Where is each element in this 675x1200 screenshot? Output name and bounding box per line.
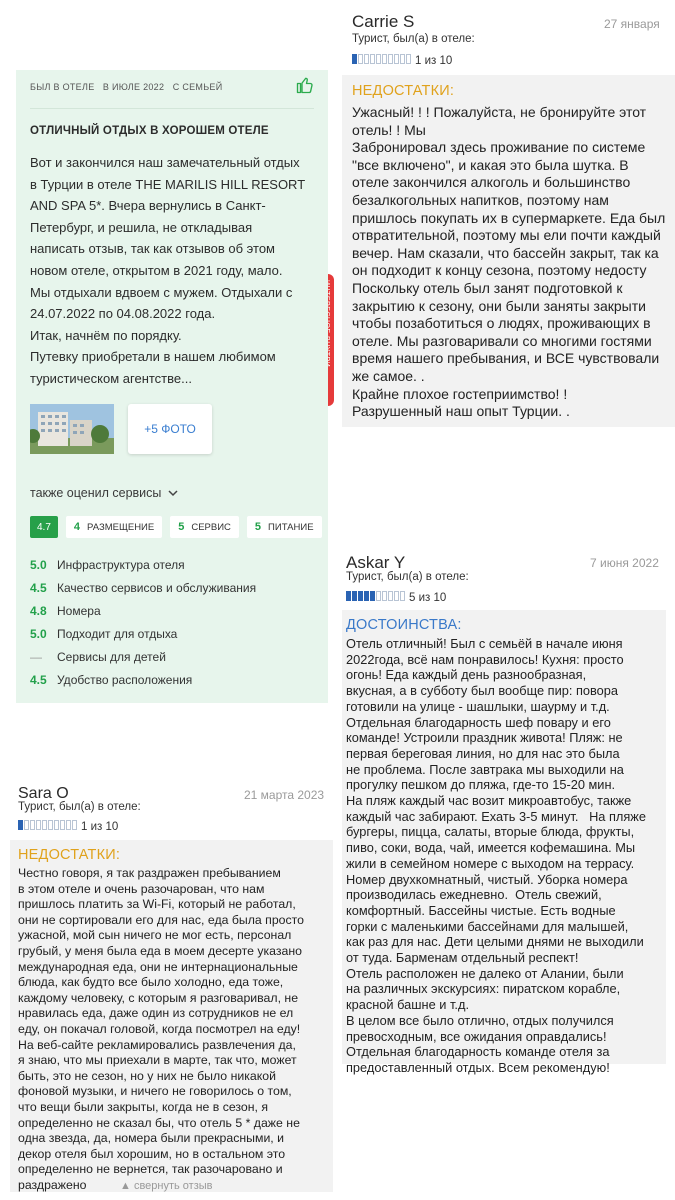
reviewer-subtitle: Турист, был(а) в отеле: (346, 571, 469, 583)
review-text: Ужасный! ! ! Пожалуйста, не бронируйте этот отель! ! Мы Забронировал здесь проживание по системе "все включено", и какая это была шутка. В отеле закончился алкоголь и большинство безалкогольных напитков, поэтому нам пришлось покупать их в супермаркете. Еда был отвратительной, поэтому мы ели почти каждый вечер. Нам сказали, что бассейн закрыт, так ка он подходит к концу сезона, поэтому недосту Поскольку отель был занят подготовкой к закрытию к сезону, они были заняты закрыти чтобы позаботиться о людях, проживающих в отеле. Мы разговаривали со многими гостями время нашего пребывания, и ВСЕ чувствовали же самое. . Крайне плохое гостеприимство! ! Разрушенный наш опыт Турции. . (352, 104, 666, 420)
review-meta (30, 82, 223, 92)
meta-stay: БЫЛ В ОТЕЛЕ (30, 82, 95, 92)
pros-heading: ДОСТОИНСТВА: (346, 617, 462, 633)
score-segment (370, 54, 375, 64)
score-segment (364, 591, 369, 601)
rating-row (30, 622, 256, 645)
rating-value: 4.5 (30, 580, 47, 595)
score-bar (352, 54, 452, 67)
meta-company: С СЕМЬЕЙ (172, 82, 223, 92)
hotel-photo[interactable] (30, 404, 114, 454)
rating-value: 5.0 (30, 557, 47, 572)
review-date: 7 июня 2022 (590, 556, 659, 570)
review-date: 21 марта 2023 (244, 788, 325, 802)
rating-row (30, 576, 256, 599)
score-segment (48, 820, 53, 830)
review-date: 27 января (604, 17, 660, 31)
chevron-down-icon (168, 489, 178, 497)
score-segment (346, 591, 351, 601)
review-body-box (342, 75, 675, 427)
score-label: 1 из 10 (81, 820, 119, 833)
score-segment (382, 54, 387, 64)
reviewer-name[interactable]: Sara O (18, 785, 69, 802)
score-segment (394, 54, 399, 64)
score-segment (66, 820, 71, 830)
score-segments (346, 591, 406, 604)
rating-chip-service (170, 516, 239, 538)
rating-label: Сервисы для детей (57, 649, 166, 664)
score-segment (376, 591, 381, 601)
overall-rating-chip: 4.7 (30, 516, 58, 538)
score-segment (382, 591, 387, 601)
score-segment (24, 820, 29, 830)
also-rated-label: также оценил сервисы (30, 486, 162, 500)
reviewer-name[interactable]: Carrie S (352, 12, 415, 31)
rating-label: Номера (57, 603, 101, 618)
rating-label: Подходит для отдыха (57, 626, 178, 641)
more-photos-button[interactable]: +5 ФОТО (128, 404, 212, 454)
chip-value: 4 (73, 521, 81, 533)
rating-chips (30, 516, 322, 538)
featured-review-card (16, 70, 328, 703)
service-ratings-list (30, 553, 256, 691)
score-segments (18, 820, 78, 833)
also-rated-toggle[interactable] (30, 486, 178, 500)
rating-row (30, 599, 256, 622)
rating-label: Качество сервисов и обслуживания (57, 580, 257, 595)
score-segment (388, 54, 393, 64)
rating-value: 4.8 (30, 603, 47, 618)
score-segment (406, 54, 411, 64)
rating-value: 4.5 (30, 672, 47, 687)
reviewer-subtitle: Турист, был(а) в отеле: (18, 801, 141, 813)
score-segment (72, 820, 77, 830)
review-body-box (342, 610, 666, 1075)
score-segment (376, 54, 381, 64)
chip-label: ПИТАНИЕ (268, 521, 314, 533)
score-label: 5 из 10 (409, 591, 447, 604)
rating-value: 5.0 (30, 626, 47, 641)
score-segment (60, 820, 65, 830)
rating-label: Удобство расположения (57, 672, 193, 687)
score-segment (364, 54, 369, 64)
cons-heading: НЕДОСТАТКИ: (352, 83, 455, 99)
score-segment (400, 54, 405, 64)
review-card-carrie (342, 8, 675, 428)
score-segment (388, 591, 393, 601)
score-bar (18, 820, 118, 833)
review-title[interactable]: ОТЛИЧНЫЙ ОТДЫХ В ХОРОШЕМ ОТЕЛЕ (30, 125, 269, 137)
review-text: Вот и закончился наш замечательный отдых в Турции в отеле THE MARILIS HILL RESORT AND SPA 5*. Вчера вернулись в Санкт- Петербург, и решила, не откладывая написать отзыв, так как отзывов об этом новом отеле, открытом в 2021 году, мало. Мы отдыхали вдвоем с мужем. Отдыхали с 24.07.2022 по 04.08.2022 года. Итак, начнём по порядку. Путевку приобретали в нашем любимом туристическом агентстве... (30, 155, 306, 386)
chip-value: 5 (178, 521, 185, 533)
meta-month: В ИЮЛЕ 2022 (102, 82, 165, 92)
score-segment (54, 820, 59, 830)
thumbs-up-icon[interactable] (296, 76, 314, 94)
review-text: Отель отличный! Был с семьёй в начале июня 2022года, всё нам понравилось! Кухня: просто огонь! Еда каждый день разнообразная, вкусная, а в субботу был вообще пир: повора готовили на улице - шашлыки, шаурму и т.д. Отдельная благодарность шеф повару и его команде! Устроили праздник живота! Пляж: не первая береговая линия, но для нас это была не проблема. После завтрака мы выходили на прогулку пешком до пляжа, где-то 15-20 мин. На пляж каждый час возит микроавтобус, также каждый час забирают. Ехать 3-5 минут. На пляже бургеры, пицца, салаты, вторые блюда, фрукты, пиво, соки, вода, чай, имеется кофемашина. Мы жили в семейном номере с выходом на террасу. Номер двухкомнатный, чистый. Уборка номера производилась ежедневно. Отель свежий, комфортный. Бассейны чистые. Есть водные горки с маленькими бассейнами для малышей, как раз для нас. Дети целыми днями не выходили от туда. Барменам отдельный респект! Отель расположен не далеко от Алании, были на различных экскурсиях: пиратском корабле, красной башне и т.д. В целом все было отлично, отдых получился превосходным, все ожидания оправдались! Отдельная благодарность команде отеля за предоставленный отдых. Всем рекомендую! (346, 636, 646, 1075)
divider (30, 108, 314, 109)
rating-row (30, 553, 256, 576)
score-segment (352, 591, 357, 601)
rating-chip-accommodation (66, 516, 162, 538)
score-bar (346, 591, 446, 604)
rating-row (30, 645, 256, 668)
cons-heading: НЕДОСТАТКИ: (18, 847, 121, 863)
chip-label: СЕРВИС (191, 521, 231, 533)
score-segment (358, 54, 363, 64)
rating-value: — (30, 649, 42, 664)
score-segment (394, 591, 399, 601)
chip-value: 5 (254, 521, 262, 533)
review-body-box (10, 840, 333, 1192)
score-segment (36, 820, 41, 830)
score-segments (352, 54, 412, 67)
rating-label: Инфраструктура отеля (57, 557, 185, 572)
score-segment (370, 591, 375, 601)
score-segment (30, 820, 35, 830)
review-card-askar (336, 550, 666, 1075)
score-segment (352, 54, 357, 64)
reviewer-subtitle: Турист, был(а) в отеле: (352, 33, 475, 45)
score-label: 1 из 10 (415, 54, 453, 67)
rating-row (30, 668, 256, 691)
collapse-review-button[interactable]: ▲ свернуть отзыв (120, 1180, 213, 1192)
score-segment (358, 591, 363, 601)
reviewer-name[interactable]: Askar Y (346, 553, 406, 572)
rating-chip-food (247, 516, 322, 538)
score-segment (42, 820, 47, 830)
review-card-sara (10, 785, 335, 1195)
score-segment (18, 820, 23, 830)
chip-label: РАЗМЕЩЕНИЕ (87, 521, 155, 533)
review-text: Честно говоря, я так раздражен пребыванием в этом отеле и очень разочарован, что нам пришлось платить за Wi-Fi, который не работал, они не сортировали его для нас, еда была просто ужасной, мой сын ничего не мог есть, персонал грубый, у меня была еда в моем десерте указано международная еда, они не интернациональные блюда, как будто все было холодно, еда тоже, каждому человеку, с которым я разговаривал, не нравилась еда, даже один из сотрудников не ел еду, он покачал головой, когда посмотрел на еду! На веб-сайте рекламировались развлечения да, я знаю, что мы приехали в марте, так что, может быть, это не сезон, но у них не было никакой фоновой музыки, и ничего не говорилось о том, что вещи были закрыты, когда не в сезон, я определенно не сказал бы, что отель 5 * даже не одна звезда, да, номера были прекрасными, и декор отеля был хорошим, но в остальном это определенно не вернется, так разочаровано и раздражено (18, 866, 305, 1192)
score-segment (400, 591, 405, 601)
